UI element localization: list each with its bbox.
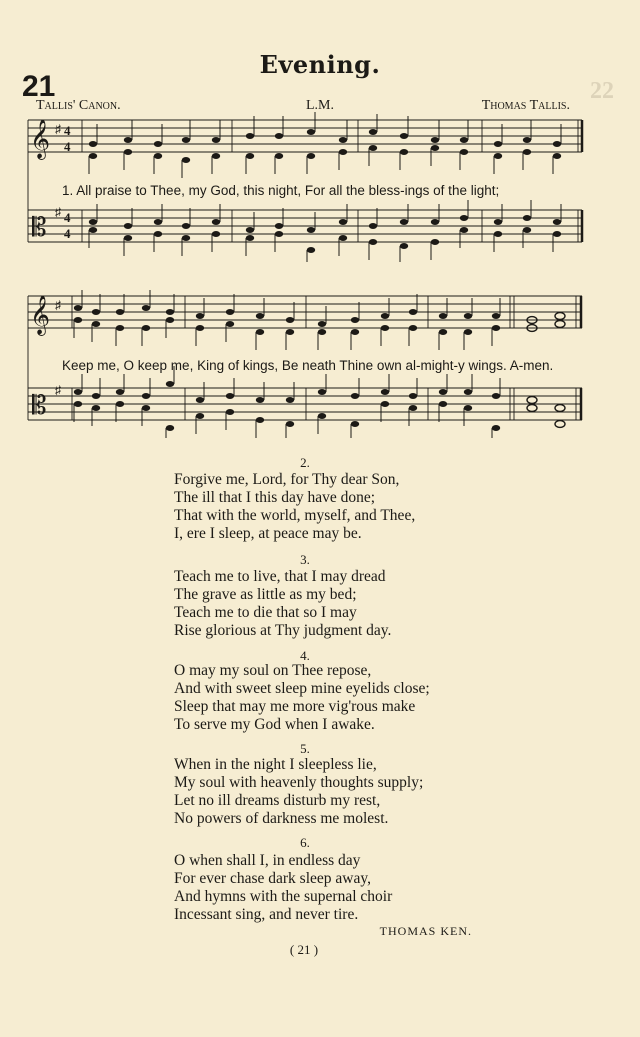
verse-line: And with sweet sleep mine eyelids close; — [174, 680, 430, 697]
verse-line: Rise glorious at Thy judgment day. — [174, 622, 392, 639]
verse-number: 6. — [300, 835, 310, 850]
svg-text:♯: ♯ — [55, 122, 61, 136]
hymn-number: 21 — [22, 70, 56, 103]
verse-line: When in the night I sleepless lie, — [174, 756, 377, 773]
verse-number: 4. — [300, 648, 310, 663]
verse-line: Teach me to die that so I may — [174, 604, 357, 621]
verse-line: The grave as little as my bed; — [174, 586, 357, 603]
verse-line: And hymns with the supernal choir — [174, 888, 393, 905]
svg-text:𝄡: 𝄡 — [32, 213, 47, 243]
verse-2 — [174, 471, 415, 543]
verse-line: Forgive me, Lord, for Thy dear Son, — [174, 471, 400, 488]
svg-text:4: 4 — [64, 226, 71, 241]
page-number: ( 21 ) — [289, 942, 319, 957]
verse-line: My soul with heavenly thoughts supply; — [174, 774, 424, 791]
verse-line: I, ere I sleep, at peace may be. — [174, 525, 362, 542]
verse-4 — [174, 662, 430, 734]
hymn-title: Evening. — [259, 50, 381, 79]
lyrics-line-2: Keep me, O keep me, King of kings, Be neath Thine own al-might-y wings. A-men. — [62, 358, 554, 373]
svg-text:♯: ♯ — [55, 205, 61, 219]
svg-text:♯: ♯ — [55, 298, 61, 312]
verse-6 — [174, 852, 392, 924]
hymn-author: THOMAS KEN. — [379, 924, 472, 938]
verse-number: 5. — [300, 741, 310, 756]
verse-line: Incessant sing, and never tire. — [174, 906, 359, 923]
composer: Thomas Tallis. — [481, 98, 570, 113]
lyrics-line-1: 1. All praise to Thee, my God, this night, For all the bless-ings of the light; — [62, 183, 500, 198]
tune-name: Tallis' Canon. — [36, 98, 121, 113]
svg-text:4: 4 — [64, 139, 71, 154]
svg-text:𝄡: 𝄡 — [32, 391, 47, 421]
svg-text:𝄞: 𝄞 — [30, 295, 51, 335]
verse-line: Let no ill dreams disturb my rest, — [174, 792, 381, 809]
svg-text:4: 4 — [64, 123, 71, 138]
verse-number: 3. — [300, 552, 310, 567]
verse-line: O may my soul on Thee repose, — [174, 662, 372, 679]
verse-line: O when shall I, in endless day — [174, 852, 361, 869]
verse-line: Sleep that may me more vig'rous make — [174, 698, 416, 715]
meter: L.M. — [306, 98, 334, 113]
verse-line: For ever chase dark sleep away, — [174, 870, 371, 887]
verse-line: That with the world, myself, and Thee, — [174, 507, 416, 524]
verse-line: To serve my God when I awake. — [174, 716, 375, 733]
verse-line: The ill that I this day have done; — [174, 489, 376, 506]
verse-line: No powers of darkness me molest. — [174, 810, 389, 827]
verse-3 — [174, 568, 391, 640]
svg-text:𝄞: 𝄞 — [30, 119, 51, 159]
verse-number: 2. — [300, 455, 310, 470]
verse-line: Teach me to live, that I may dread — [174, 568, 386, 585]
svg-text:♯: ♯ — [55, 383, 61, 397]
verse-5 — [174, 756, 423, 828]
svg-text:4: 4 — [64, 210, 71, 225]
bleed-through-mark: 22 — [590, 78, 614, 104]
